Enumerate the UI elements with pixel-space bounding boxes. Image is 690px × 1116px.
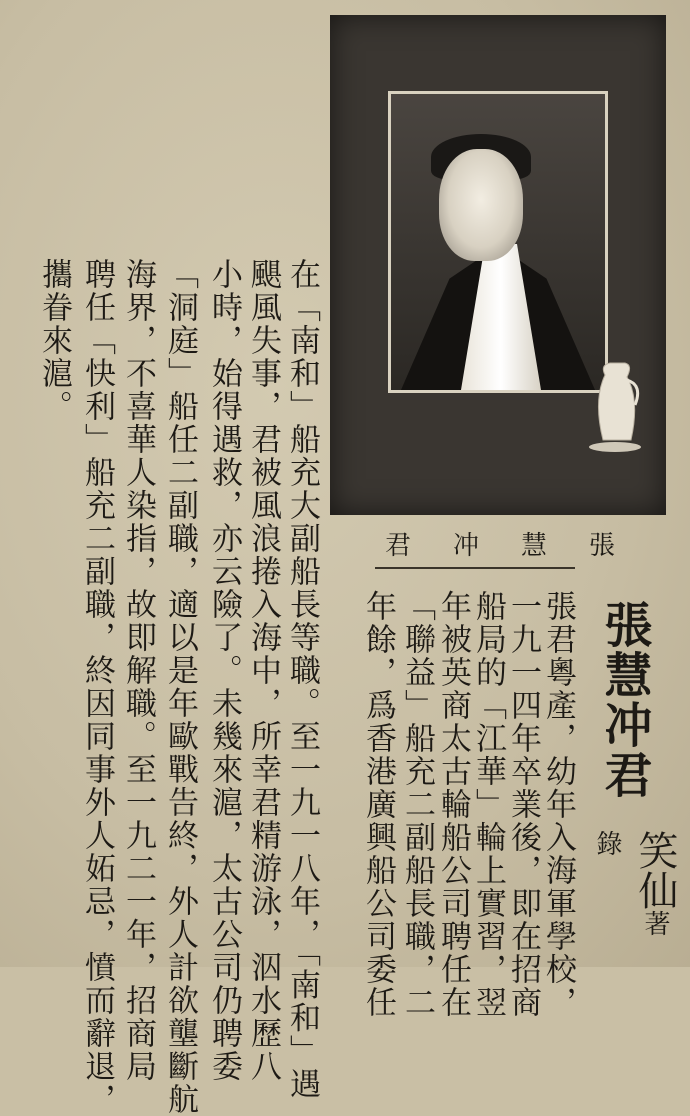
caption-char: 慧 bbox=[520, 531, 547, 561]
text-column: 一九一四年卒業後，即在招商 bbox=[505, 590, 541, 1019]
caption-char: 張 bbox=[588, 531, 615, 561]
text-column: 「聯益」船充二副船長職，二 bbox=[399, 590, 435, 1019]
author-verb: 著錄 bbox=[592, 830, 670, 936]
text-column: 小時，始得遇救，亦云險了。未幾來滬，太古公司仍聘委 bbox=[206, 258, 242, 1083]
text-column: 年餘，爲香港廣興船公司委任 bbox=[360, 590, 396, 1019]
author-name: 笑仙 bbox=[632, 830, 678, 910]
text-column: 在「南和」船充大副船長等職。至一九一八年，「南和」遇 bbox=[284, 258, 320, 1101]
text-column: 年被英商太古輪船公司聘任在 bbox=[435, 590, 471, 1019]
vase-icon bbox=[585, 355, 645, 455]
text-column: 船局的「江華」輪上實習，翌 bbox=[470, 590, 506, 1019]
caption-divider bbox=[375, 567, 575, 569]
author-byline bbox=[594, 830, 684, 940]
text-column: 海界，不喜華人染指，故即解職。至一九二一年，招商局 bbox=[120, 258, 156, 1083]
portrait-face bbox=[439, 149, 523, 261]
caption-char: 君 bbox=[385, 531, 412, 561]
caption-char: 冲 bbox=[452, 531, 479, 561]
text-column: 「洞庭」船任二副職，適以是年歐戰告終，外人計欲壟斷航 bbox=[162, 258, 198, 1116]
photo-background bbox=[391, 94, 605, 390]
text-column: 聘任「快利」船充二副職，終因同事外人妬忌，憤而辭退， bbox=[79, 258, 115, 1116]
article-title: 張慧冲君 bbox=[596, 600, 652, 800]
text-column: 張君粵產，幼年入海軍學校， bbox=[540, 590, 576, 1019]
photo-border bbox=[388, 91, 608, 393]
text-column: 攜眷來滬。 bbox=[36, 258, 72, 423]
text-column: 颶風失事，君被風浪捲入海中，所幸君精游泳，泅水歷八 bbox=[245, 258, 281, 1083]
photo-caption bbox=[385, 525, 615, 562]
portrait-photo bbox=[330, 15, 666, 515]
